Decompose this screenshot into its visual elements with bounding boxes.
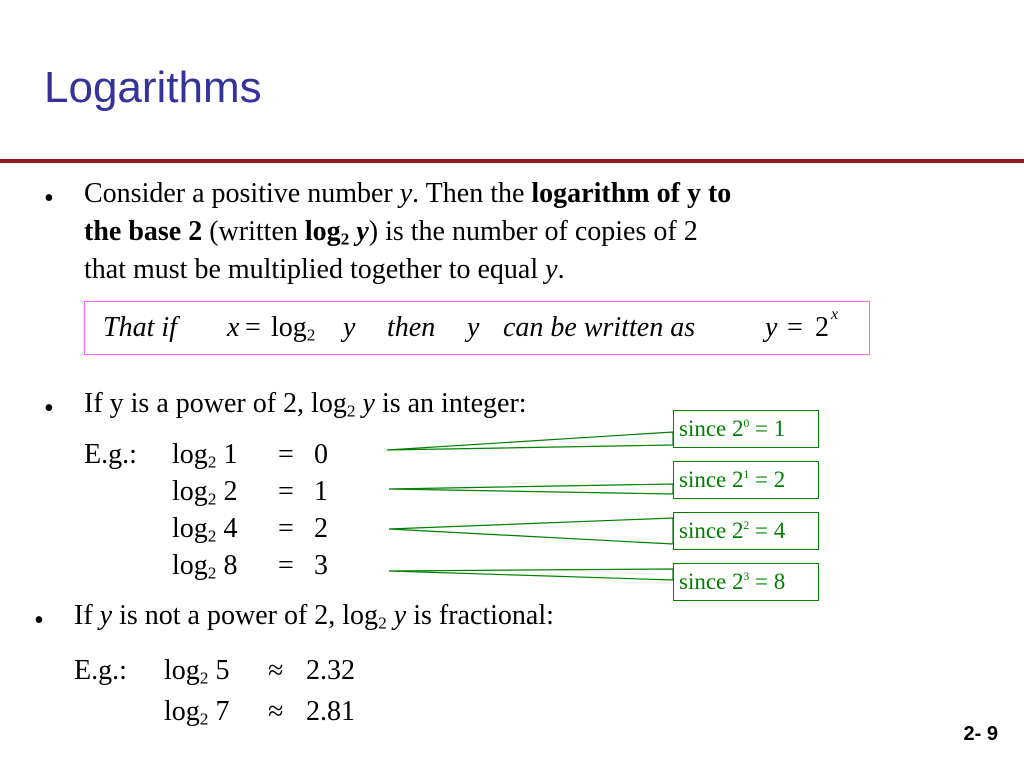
int-example-op: = bbox=[278, 439, 294, 470]
int-example-row: $\log_2 1$ bbox=[172, 439, 238, 472]
page-number: 2- 9 bbox=[963, 723, 998, 745]
frac-example-row: $\log_2 7$ bbox=[164, 696, 230, 729]
def-log: $\log_2$ bbox=[271, 312, 316, 345]
since-annotation: since $2^1 = 2$ bbox=[673, 461, 819, 499]
int-example-row: $\log_2 4$ bbox=[172, 513, 238, 546]
int-example-val: 1 bbox=[314, 476, 328, 507]
def-two: 2 bbox=[815, 312, 829, 343]
frac-example-val: 2.32 bbox=[306, 655, 355, 686]
bullet-marker-3: • bbox=[34, 605, 44, 636]
def-y3: y bbox=[765, 312, 778, 343]
int-example-row: $\log_2 2$ bbox=[172, 476, 238, 509]
since-annotation: since $2^0 = 1$ bbox=[673, 410, 819, 448]
bullet1-line3: that must be multiplied together to equal y. bbox=[84, 254, 565, 285]
def-exp: x bbox=[831, 306, 839, 323]
connector-line bbox=[387, 432, 673, 450]
connector-line bbox=[389, 569, 673, 580]
bullet2-eg-label: E.g.: bbox=[84, 439, 137, 470]
connector-line bbox=[389, 484, 673, 494]
slide-title: Logarithms bbox=[44, 63, 262, 112]
bullet1-line2: the base 2 (written $\log_2 y$) is the number of copies of 2 bbox=[84, 216, 698, 249]
def-eq1: = bbox=[245, 312, 261, 343]
bullet3-line: If y is not a power of 2, $\log_2 y$ is fractional: bbox=[74, 600, 554, 633]
int-example-op: = bbox=[278, 550, 294, 581]
def-then: then bbox=[387, 312, 436, 343]
def-that-if: That if bbox=[103, 312, 177, 343]
def-y2: y bbox=[467, 312, 480, 343]
def-x: x bbox=[227, 312, 240, 343]
bullet-marker-1: • bbox=[44, 183, 54, 214]
frac-example-row: $\log_2 5$ bbox=[164, 655, 230, 688]
int-example-row: $\log_2 8$ bbox=[172, 550, 238, 583]
bullet3-eg-label: E.g.: bbox=[74, 655, 127, 686]
bullet2-line: If y is a power of 2, $\log_2 y$ is an integer: bbox=[84, 388, 527, 421]
def-eq2: = bbox=[787, 312, 803, 343]
int-example-val: 0 bbox=[314, 439, 328, 470]
bullet1-line1: Consider a positive number y. Then the logarithm of y to bbox=[84, 178, 732, 209]
int-example-val: 2 bbox=[314, 513, 328, 544]
since-annotation: since $2^3 = 8$ bbox=[673, 563, 819, 601]
frac-example-val: 2.81 bbox=[306, 696, 355, 727]
frac-example-op: ≈ bbox=[268, 696, 284, 727]
connector-line bbox=[389, 518, 673, 544]
def-can-be: can be written as bbox=[503, 312, 696, 343]
frac-example-op: ≈ bbox=[268, 655, 284, 686]
def-y1: y bbox=[343, 312, 356, 343]
int-example-op: = bbox=[278, 513, 294, 544]
bullet-marker-2: • bbox=[44, 393, 54, 424]
int-example-op: = bbox=[278, 476, 294, 507]
since-annotation: since $2^2 = 4$ bbox=[673, 512, 819, 550]
int-example-val: 3 bbox=[314, 550, 328, 581]
